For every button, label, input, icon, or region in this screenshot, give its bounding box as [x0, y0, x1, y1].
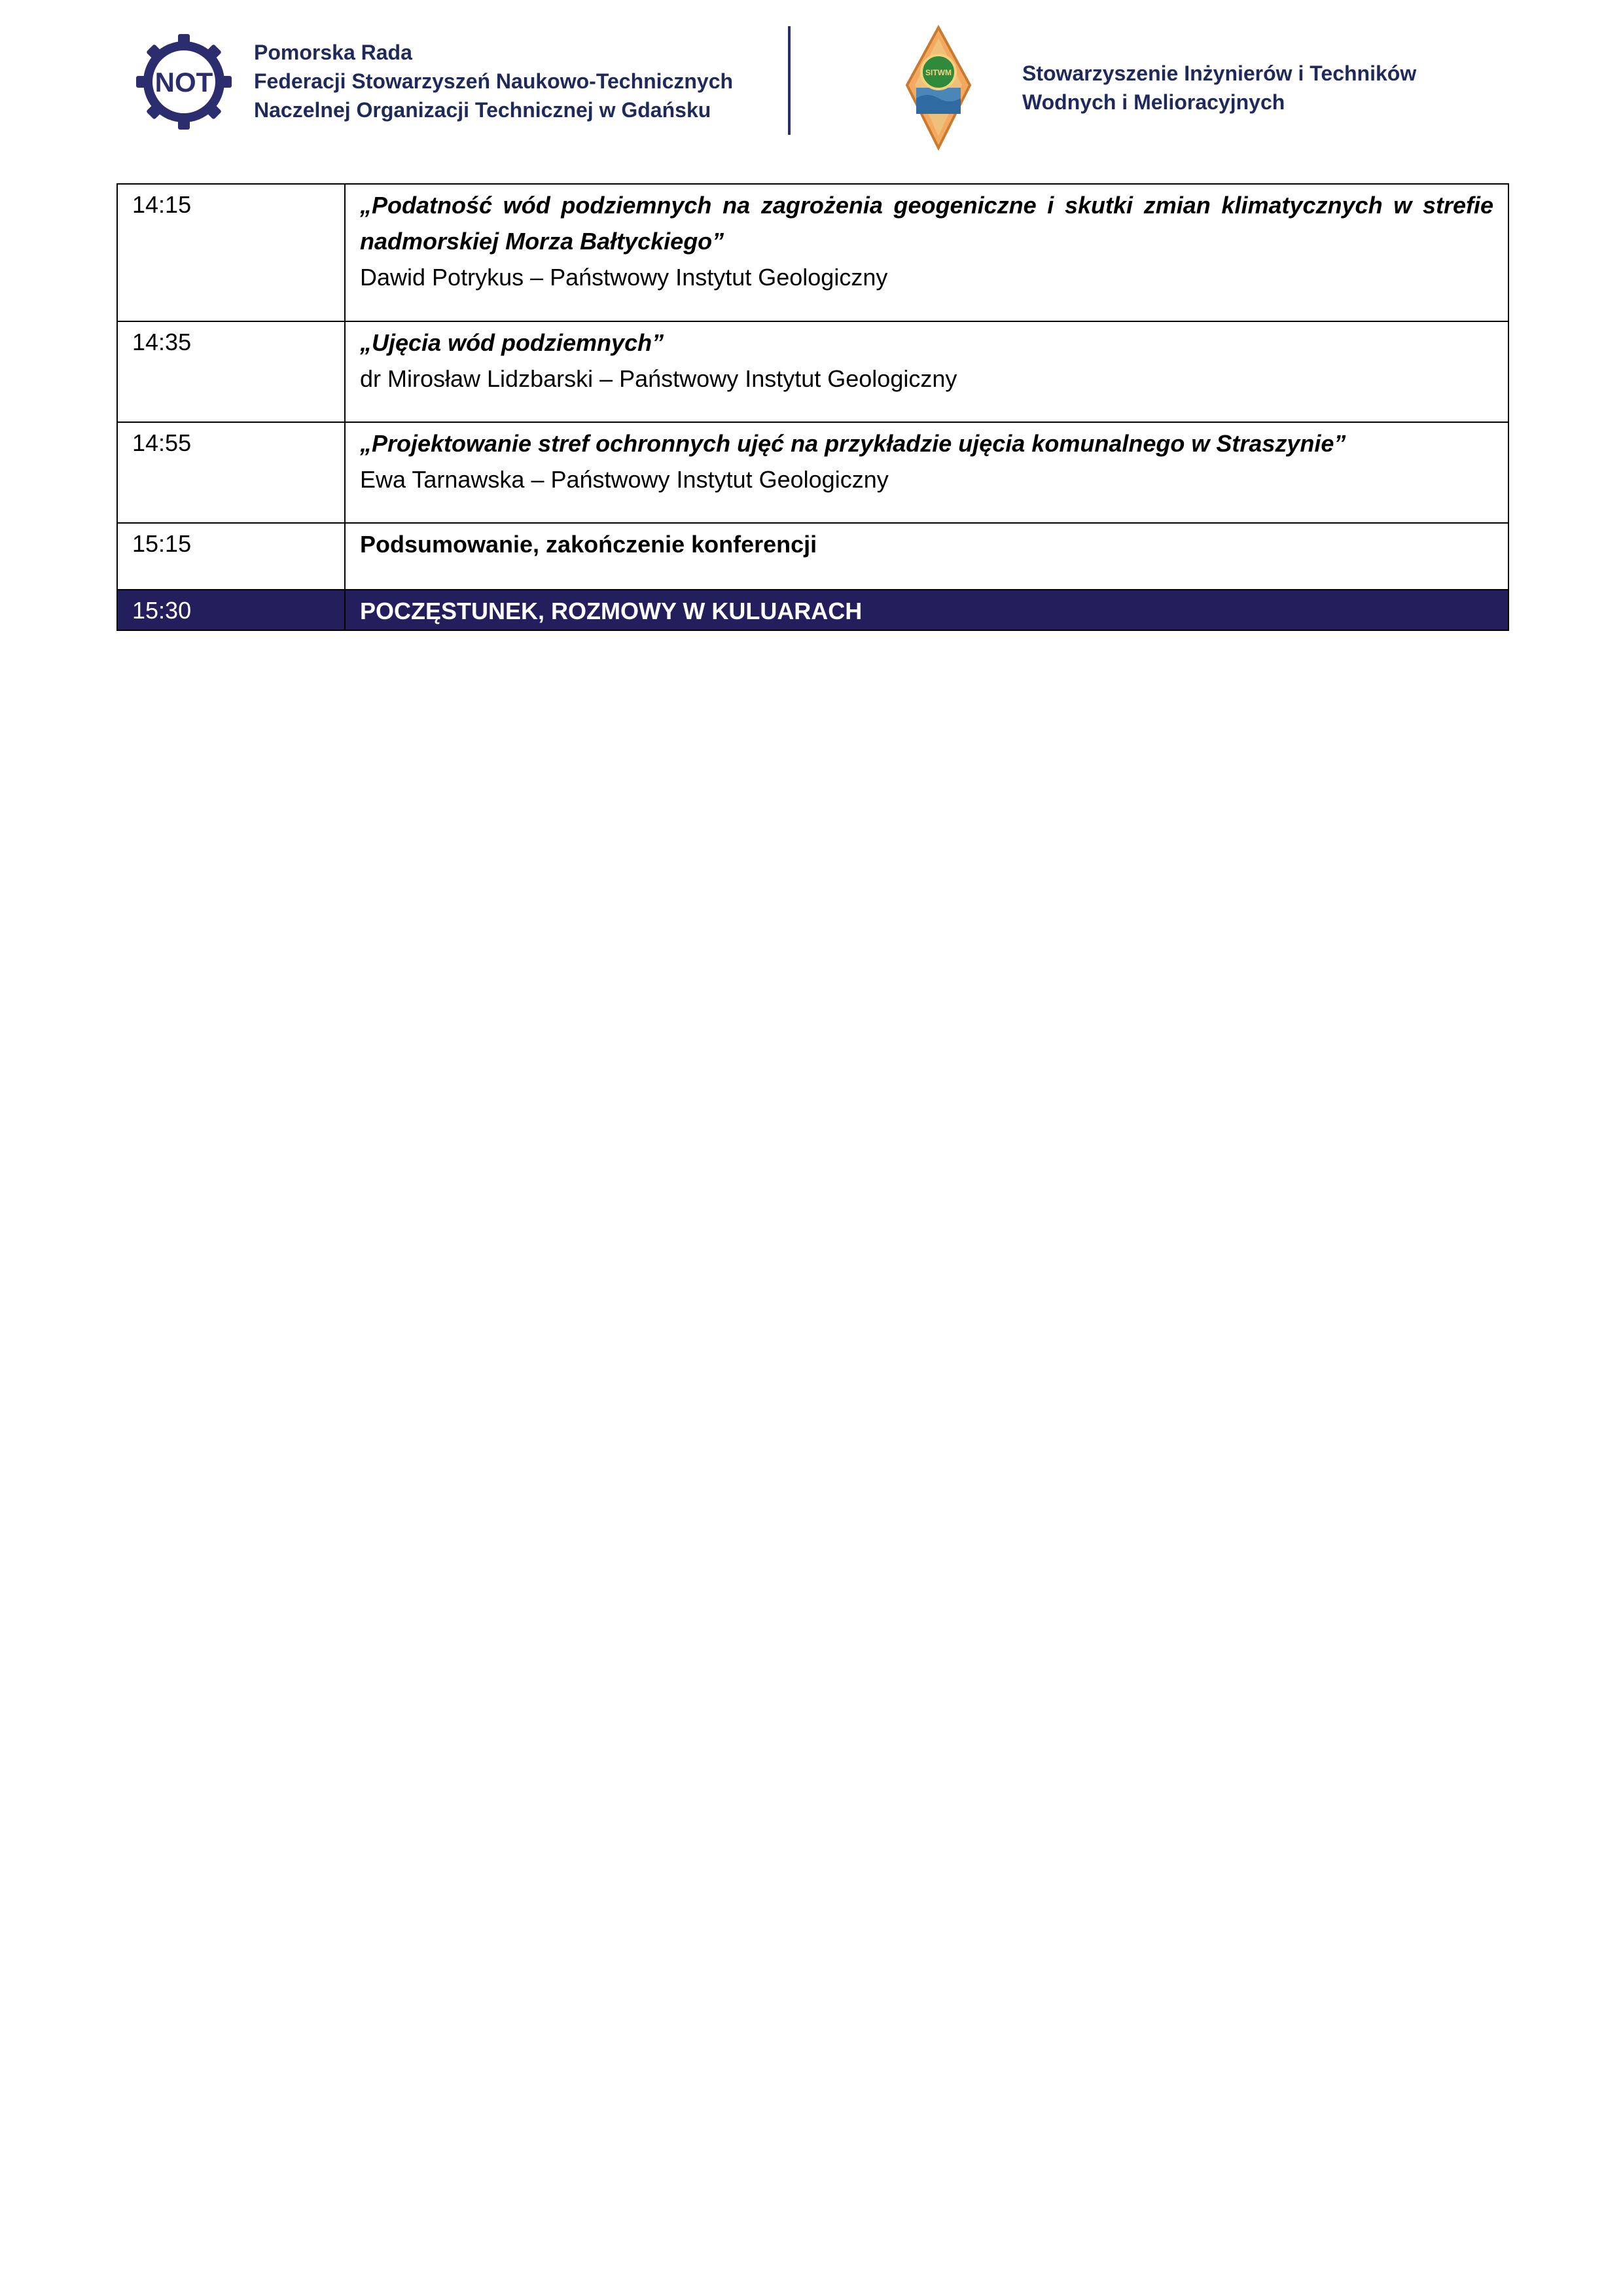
conference-schedule-table — [116, 183, 1509, 631]
schedule-description — [345, 184, 1508, 321]
sitwm-emblem-logo — [902, 25, 975, 151]
schedule-time: 14:15 — [117, 184, 345, 321]
talk-title: „Projektowanie stref ochronnych ujęć na przykładzie ujęcia komunalnego w Straszynie” — [360, 430, 1346, 457]
right-org-line-2: Wodnych i Melioracyjnych — [1022, 90, 1285, 114]
schedule-row — [117, 321, 1508, 422]
speaker-name: Ewa Tarnawska – Państwowy Instytut Geologiczny — [360, 466, 889, 493]
schedule-time: 15:30 — [117, 590, 345, 630]
closing-session-text: Podsumowanie, zakończenie konferencji — [360, 531, 817, 558]
not-gear-logo — [135, 33, 233, 131]
schedule-row — [117, 184, 1508, 321]
catering-text: POCZĘSTUNEK, ROZMOWY W KULUARACH — [345, 590, 1508, 630]
schedule-description — [345, 422, 1508, 523]
talk-title: „Ujęcia wód podziemnych” — [360, 329, 664, 356]
schedule-row — [117, 422, 1508, 523]
schedule-row-highlighted — [117, 590, 1508, 630]
schedule-time: 14:35 — [117, 321, 345, 422]
letterhead — [0, 0, 1623, 157]
left-organization-name — [254, 38, 733, 124]
left-org-line-2: Federacji Stowarzyszeń Naukowo-Technicznych — [254, 69, 734, 93]
sitwm-logo-text: SITWM — [925, 68, 952, 77]
left-org-line-1: Pomorska Rada — [254, 41, 412, 64]
left-org-line-3: Naczelnej Organizacji Technicznej w Gdańsku — [254, 98, 711, 122]
schedule-description — [345, 523, 1508, 590]
right-organization-name — [1022, 59, 1416, 117]
right-org-line-1: Stowarzyszenie Inżynierów i Techników — [1022, 62, 1417, 85]
speaker-name: Dawid Potrykus – Państwowy Instytut Geologiczny — [360, 264, 888, 291]
not-logo-text: NOT — [154, 67, 213, 98]
schedule-description — [345, 321, 1508, 422]
schedule-time: 15:15 — [117, 523, 345, 590]
speaker-name: dr Mirosław Lidzbarski – Państwowy Instytut Geologiczny — [360, 365, 957, 392]
header-divider — [788, 26, 791, 135]
schedule-row — [117, 523, 1508, 590]
talk-title: „Podatność wód podziemnych na zagrożenia geogeniczne i skutki zmian klimatycznych w strefie nadmorskiej Morza Bałtyckiego” — [360, 192, 1493, 255]
schedule-time: 14:55 — [117, 422, 345, 523]
